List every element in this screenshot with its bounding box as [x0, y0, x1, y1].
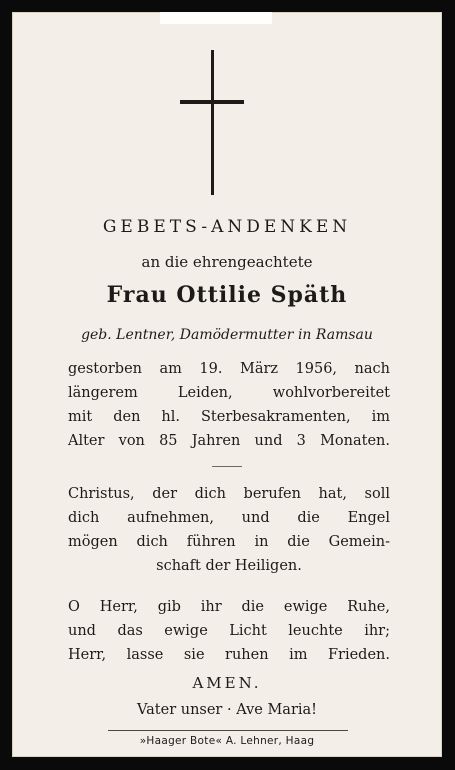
- maiden-name-line: geb. Lentner, Damödermutter in Ramsau: [81, 327, 373, 343]
- deceased-name: Frau Ottilie Späth: [106, 282, 348, 308]
- tape-strip: [160, 12, 272, 24]
- prayer-line: O Herr, gib ihr die ewige Ruhe,: [68, 599, 390, 615]
- christus-line: Christus, der dich berufen hat, soll: [68, 486, 390, 502]
- christus-line: dich aufnehmen, und die Engel: [68, 510, 390, 526]
- christus-paragraph: [68, 482, 390, 578]
- christus-line: mögen dich führen in die Gemein-: [68, 534, 390, 550]
- death-notice-paragraph: [68, 357, 390, 453]
- closing-prayer-line: Vater unser · Ave Maria!: [137, 702, 317, 718]
- cross-icon: [180, 50, 244, 195]
- death-line: längerem Leiden, wohlvorbereitet: [68, 385, 390, 401]
- death-line: Alter von 85 Jahren und 3 Monaten.: [68, 433, 390, 449]
- amen-line: AMEN.: [192, 674, 262, 692]
- printer-imprint: »Haager Bote« A. Lehner, Haag: [139, 735, 315, 747]
- cross-horizontal-bar: [180, 100, 244, 104]
- christus-line: schaft der Heiligen.: [156, 558, 302, 574]
- card-heading: GEBETS-ANDENKEN: [102, 217, 352, 237]
- divider: [212, 466, 242, 467]
- prayer-paragraph: [68, 595, 390, 667]
- footer-rule: [108, 730, 348, 731]
- memorial-card: [12, 12, 442, 757]
- death-line: mit den hl. Sterbesakramenten, im: [68, 409, 390, 425]
- prayer-line: und das ewige Licht leuchte ihr;: [68, 623, 390, 639]
- prayer-line: Herr, lasse sie ruhen im Frieden.: [68, 647, 390, 663]
- death-line: gestorben am 19. März 1956, nach: [68, 361, 390, 377]
- card-subtitle: an die ehrengeachtete: [141, 253, 313, 271]
- cross-vertical-bar: [211, 50, 214, 195]
